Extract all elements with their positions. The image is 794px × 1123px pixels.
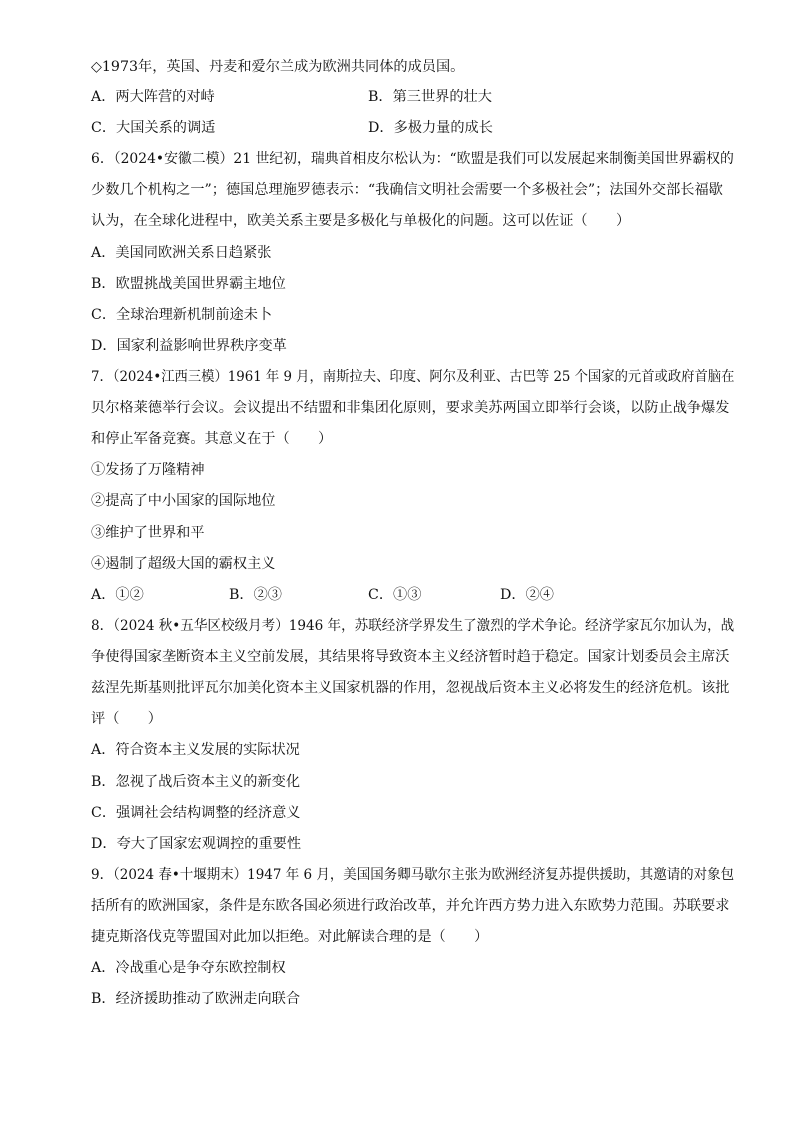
q7-item-2: ②提高了中小国家的国际地位 xyxy=(91,493,276,509)
intro-line: ◇1973年，英国、丹麦和爱尔兰成为欧洲共同体的成员国。 xyxy=(91,59,465,75)
q7-item-3: ③维护了世界和平 xyxy=(91,525,205,541)
q9-stem-line: 9．（2024 春•十堰期末）1947 年 6 月，美国国务卿马歇尔主张为欧洲经济复苏提供援助，其邀请的对象包 xyxy=(91,867,735,883)
q8-option-c: C．强调社会结构调整的经济意义 xyxy=(91,805,301,821)
q7-item-1: ①发扬了万隆精神 xyxy=(91,462,205,478)
q6-stem-line: 6．（2024•安徽二模）21 世纪初，瑞典首相皮尔松认为：“欧盟是我们可以发展起来制衡美国世界霸权的 xyxy=(91,151,734,167)
q7-stem-line: 贝尔格莱德举行会议。会议提出不结盟和非集团化原则，要求美苏两国立即举行会谈，以防止战争爆发 xyxy=(91,400,730,416)
q9-option-b: B．经济援助推动了欧洲走向联合 xyxy=(91,991,301,1007)
q8-option-d: D．夸大了国家宏观调控的重要性 xyxy=(91,836,302,852)
q8-stem-line: 8．（2024 秋•五华区校级月考）1946 年，苏联经济学界发生了激烈的学术争论。经济学家瓦尔加认为，战 xyxy=(91,618,735,634)
q6-option-c: C．全球治理新机制前途未卜 xyxy=(91,307,273,323)
q6-stem-line: 少数几个机构之一”；德国总理施罗德表示：“我确信文明社会需要一个多极社会”；法国外交部长福歇 xyxy=(91,182,723,198)
q8-option-a: A．符合资本主义发展的实际状况 xyxy=(91,742,300,758)
q9-stem-line: 捷克斯洛伐克等盟国对此加以拒绝。对此解读合理的是（ ） xyxy=(91,929,489,945)
q6-option-b: B．欧盟挑战美国世界霸主地位 xyxy=(91,276,286,292)
q7-option-c: C．①③ xyxy=(368,587,422,603)
q8-option-b: B．忽视了战后资本主义的新变化 xyxy=(91,774,301,790)
q9-option-a: A．冷战重心是争夺东欧控制权 xyxy=(91,960,286,976)
q5-option-a: A．两大阵营的对峙 xyxy=(91,89,215,105)
q7-option-b: B．②③ xyxy=(229,587,282,603)
q6-option-d: D．国家利益影响世界秩序变革 xyxy=(91,338,287,354)
q7-option-d: D．②④ xyxy=(500,587,554,603)
q8-stem-line: 兹涅先斯基则批评瓦尔加美化资本主义国家机器的作用，忽视战后资本主义必将发生的经济危机。该批 xyxy=(91,680,730,696)
q8-stem-line: 争使得国家垄断资本主义空前发展，其结果将导致资本主义经济暂时趋于稳定。国家计划委员会主席沃 xyxy=(91,649,730,665)
q5-option-c: C．大国关系的调适 xyxy=(91,120,216,136)
q9-stem-line: 括所有的欧洲国家，条件是东欧各国必须进行政治改革，并允许西方势力进入东欧势力范围。苏联要求 xyxy=(91,898,730,914)
q7-stem-line: 和停止军备竞赛。其意义在于（ ） xyxy=(91,431,333,447)
q7-stem-line: 7．（2024•江西三模）1961 年 9 月，南斯拉夫、印度、阿尔及利亚、古巴等 25 个国家的元首或政府首脑在 xyxy=(91,369,735,385)
q7-option-a: A．①② xyxy=(91,587,144,603)
q6-stem-line: 认为，在全球化进程中，欧美关系主要是多极化与单极化的问题。这可以佐证（ ） xyxy=(91,213,631,229)
q5-option-b: B．第三世界的壮大 xyxy=(368,89,492,105)
q5-option-d: D．多极力量的成长 xyxy=(368,120,493,136)
q8-stem-line: 评（ ） xyxy=(91,711,162,727)
q6-option-a: A．美国同欧洲关系日趋紧张 xyxy=(91,245,272,261)
q7-item-4: ④遏制了超级大国的霸权主义 xyxy=(91,556,276,572)
